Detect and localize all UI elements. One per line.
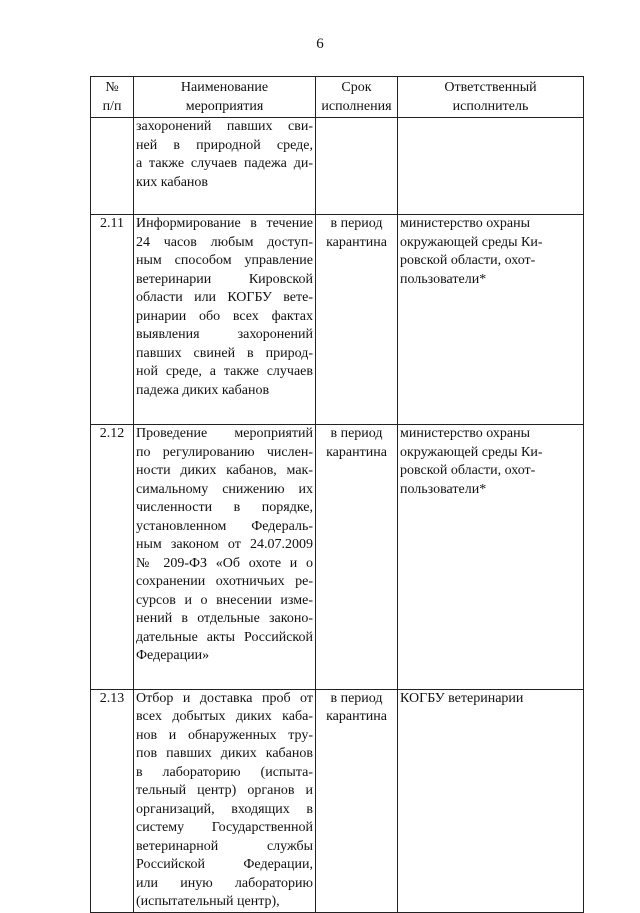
measure-name-line: или иную лабораторию xyxy=(136,875,313,891)
measure-name-line: ветеринарии Кировской xyxy=(136,271,313,287)
header-name-line: Наименование xyxy=(180,80,269,95)
measure-name-line: ветеринарной службы xyxy=(136,838,313,854)
measure-name-line: организаций, входящих в xyxy=(136,801,313,817)
header-number xyxy=(91,77,134,118)
measure-name-line: ринарии обо всех фактах xyxy=(136,308,313,324)
row-responsible xyxy=(398,118,584,215)
table-body xyxy=(91,118,584,913)
row-measure-name xyxy=(134,118,316,215)
measure-name-line: пов павших диких кабанов xyxy=(136,746,313,761)
row-number: 2.11 xyxy=(91,215,134,425)
row-term xyxy=(316,689,398,912)
measure-name-line: а также случаев падежа ди- xyxy=(136,156,313,171)
measure-name-line: нений в отдельные законо- xyxy=(136,611,313,626)
header-responsible xyxy=(398,77,584,118)
row-term xyxy=(316,215,398,425)
row-number xyxy=(91,118,134,215)
table-header-row xyxy=(91,77,584,118)
measure-name-line: ких кабанов xyxy=(136,174,209,190)
measure-name-line: захоронений павших сви- xyxy=(136,119,313,134)
table-row xyxy=(91,425,584,690)
measure-name-line: падежа диких кабанов xyxy=(136,382,270,398)
measure-name-line: ности диких кабанов, мак- xyxy=(136,463,313,478)
measure-name-line: сурсов и о внесении изме- xyxy=(136,592,313,608)
measures-table xyxy=(90,76,584,913)
measure-name-line: ным способом управление xyxy=(136,253,313,268)
header-name-line: мероприятия xyxy=(185,98,264,114)
table-row xyxy=(91,215,584,425)
responsible-line: министерство охраны xyxy=(400,426,530,441)
measure-name-line: дательные акты Российской xyxy=(136,629,313,645)
header-number-line: № xyxy=(105,80,119,95)
measure-name-line: тельный центр) органов и xyxy=(136,783,313,798)
header-number-line: п/п xyxy=(102,98,122,114)
row-number: 2.12 xyxy=(91,425,134,690)
measure-name-line: павших свиней в природ- xyxy=(136,345,313,361)
header-responsible-line: Ответственный xyxy=(444,80,537,95)
row-responsible xyxy=(398,425,584,690)
measure-name-line: Российской Федерации, xyxy=(136,857,313,872)
measure-name-line: Проведение мероприятий xyxy=(136,426,313,441)
measure-name-line: 24 часов любым доступ- xyxy=(136,234,313,250)
measure-name-line: Информирование в течение xyxy=(136,216,313,231)
row-responsible xyxy=(398,689,584,912)
term-line: в период xyxy=(330,690,383,706)
measure-name-line: Отбор и доставка проб от xyxy=(136,690,313,706)
row-term xyxy=(316,425,398,690)
header-term xyxy=(316,77,398,118)
responsible-line: пользователи* xyxy=(400,481,487,497)
responsible-line: окружающей среды Ки- xyxy=(400,444,543,460)
header-responsible-line: исполнитель xyxy=(452,98,529,114)
measure-name-line: (испытательный центр), xyxy=(136,894,280,909)
table-row xyxy=(91,118,584,215)
row-measure-name xyxy=(134,689,316,912)
responsible-line: ровской области, охот- xyxy=(400,253,536,268)
responsible-line: КОГБУ ветеринарии xyxy=(400,690,524,706)
header-term-line: Срок xyxy=(341,80,372,95)
measure-name-line: нов и обнаруженных тру- xyxy=(136,727,313,743)
term-line: карантина xyxy=(326,709,387,724)
row-measure-name xyxy=(134,215,316,425)
measure-name-line: Федерации» xyxy=(136,648,210,663)
responsible-line: пользователи* xyxy=(400,271,487,287)
measure-name-line: в лабораторию (испыта- xyxy=(136,764,313,780)
measure-name-line: сохранении охотничьих ре- xyxy=(136,574,313,589)
measure-name-line: ной среде, а также случаев xyxy=(136,364,313,379)
row-number: 2.13 xyxy=(91,689,134,912)
responsible-line: окружающей среды Ки- xyxy=(400,234,543,250)
term-line: в период xyxy=(330,216,383,231)
row-responsible xyxy=(398,215,584,425)
header-term-line: исполнения xyxy=(321,98,392,114)
measure-name-line: всех добытых диких каба- xyxy=(136,709,313,724)
measure-name-line: по регулированию числен- xyxy=(136,444,313,460)
page-number: 6 xyxy=(316,36,324,52)
term-line: карантина xyxy=(326,234,387,250)
measure-name-line: численности в порядке, xyxy=(136,500,313,515)
table-row xyxy=(91,689,584,912)
term-line: карантина xyxy=(326,444,387,460)
measure-name-line: выявления захоронений xyxy=(136,327,313,342)
measure-name-line: установленном Федераль- xyxy=(136,518,313,534)
measure-name-line: ным законом от 24.07.2009 xyxy=(136,537,313,552)
measure-name-line: области или КОГБУ вете- xyxy=(136,290,313,305)
responsible-line: ровской области, охот- xyxy=(400,463,536,478)
row-measure-name xyxy=(134,425,316,690)
row-term xyxy=(316,118,398,215)
header-name xyxy=(134,77,316,118)
measure-name-line: ней в природной среде, xyxy=(136,137,313,153)
measure-name-line: № 209-ФЗ «Об охоте и о xyxy=(136,555,313,571)
term-line: в период xyxy=(330,426,383,441)
measure-name-line: систему Государственной xyxy=(136,820,313,835)
responsible-line: министерство охраны xyxy=(400,216,530,231)
measure-name-line: симальному снижению их xyxy=(136,481,313,497)
